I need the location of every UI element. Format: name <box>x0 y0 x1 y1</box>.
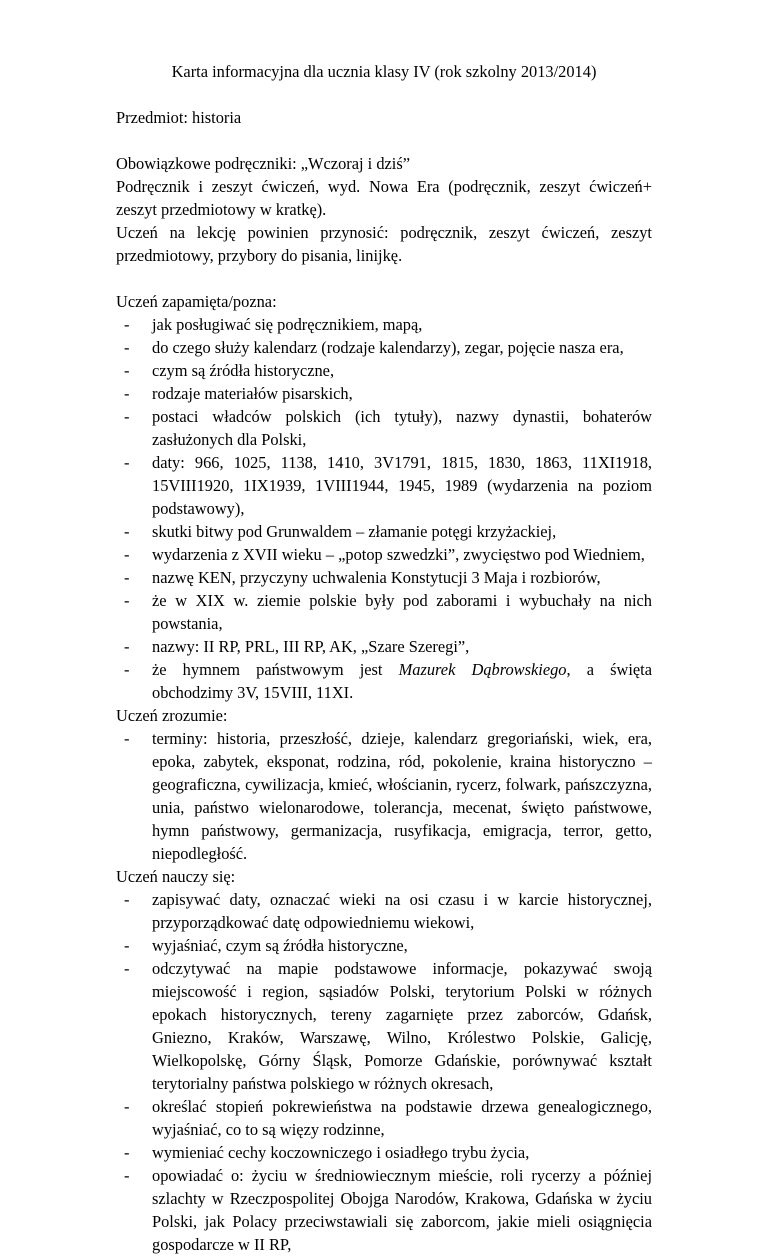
list-item: - skutki bitwy pod Grunwaldem – złamanie potęgi krzyżackiej, <box>116 520 652 543</box>
list-item: - postaci władców polskich (ich tytuły), nazwy dynastii, bohaterów zasłużonych dla Polski, <box>116 405 652 451</box>
subject-line: Przedmiot: historia <box>116 108 242 127</box>
textbook-details: Podręcznik i zeszyt ćwiczeń, wyd. Nowa Era (podręcznik, zeszyt ćwiczeń+ zeszyt przedmiotowy w kratkę). <box>116 177 652 219</box>
list-item: - do czego służy kalendarz (rodzaje kalendarzy), zegar, pojęcie nasza era, <box>116 336 652 359</box>
bring-items: Uczeń na lekcję powinien przynosić: podręcznik, zeszyt ćwiczeń, zeszyt przedmiotowy, przybory do pisania, linijkę. <box>116 223 652 265</box>
document-title: Karta informacyjna dla ucznia klasy IV (rok szkolny 2013/2014) <box>171 62 597 81</box>
remember-heading: Uczeń zapamięta/pozna: <box>116 292 277 311</box>
anthem-text-after: , a święta obchodzimy 3V, 15VIII, 11XI. <box>152 660 652 702</box>
list-item: - odczytywać na mapie podstawowe informacje, pokazywać swoją miejscowość i region, sąsiadów Polski, terytorium Polski w różnych epokach historycznych, tereny zagarnięte przez zaborców, Gdańsk, Gniezno, Kraków, Warszawę, Wilno, Królestwo Polskie, Galicję, Wielkopolskę, Górny Śląsk, Pomorze Gdańskie, porównywać kształt terytorialny państwa polskiego w różnych okresach, <box>116 957 652 1095</box>
learn-heading: Uczeń nauczy się: <box>116 867 236 886</box>
document-page <box>116 60 652 1256</box>
list-item: - wymieniać cechy koczowniczego i osiadłego trybu życia, <box>116 1141 652 1164</box>
anthem-text-before: że hymnem państwowym jest <box>152 660 399 679</box>
list-item: - wydarzenia z XVII wieku – „potop szwedzki”, zwycięstwo pod Wiedniem, <box>116 543 652 566</box>
list-item: - terminy: historia, przeszłość, dzieje, kalendarz gregoriański, wiek, era, epoka, zabytek, eksponat, rodzina, ród, pokolenie, kraina historyczno –geograficzna, cywilizacja, kmieć, włościanin, rycerz, folwark, pańszczyzna, unia, państwo wielonarodowe, tolerancja, mecenat, święto państwowe, hymn państwowy, germanizacja, rusyfikacja, emigracja, terror, getto, niepodległość. <box>116 727 652 865</box>
list-item: - zapisywać daty, oznaczać wieki na osi czasu i w karcie historycznej, przyporządkować datę odpowiedniemu wiekowi, <box>116 888 652 934</box>
spacer <box>116 129 652 152</box>
remember-list <box>116 313 652 704</box>
list-item: - jak posługiwać się podręcznikiem, mapą, <box>116 313 652 336</box>
list-item: - opowiadać o: życiu w średniowiecznym mieście, roli rycerzy a później szlachty w Rzeczpospolitej Obojga Narodów, Krakowa, Gdańska w życiu Polski, jak Polacy przeciwstawiali się zaborcom, jakie mieli osiągnięcia gospodarcze w II RP, <box>116 1164 652 1256</box>
list-item: - nazwy: II RP, PRL, III RP, AK, „Szare Szeregi”, <box>116 635 652 658</box>
list-item: - że w XIX w. ziemie polskie były pod zaborami i wybuchały na nich powstania, <box>116 589 652 635</box>
spacer <box>116 267 652 290</box>
list-item: - określać stopień pokrewieństwa na podstawie drzewa genealogicznego, wyjaśniać, co to są więzy rodzinne, <box>116 1095 652 1141</box>
textbooks-line: Obowiązkowe podręczniki: „Wczoraj i dziś” <box>116 154 410 173</box>
list-item <box>116 658 652 704</box>
learn-list <box>116 888 652 1256</box>
list-item: - wyjaśniać, czym są źródła historyczne, <box>116 934 652 957</box>
understand-list <box>116 727 652 865</box>
anthem-title: Mazurek Dąbrowskiego <box>398 660 567 679</box>
list-item: - czym są źródła historyczne, <box>116 359 652 382</box>
list-item: - nazwę KEN, przyczyny uchwalenia Konstytucji 3 Maja i rozbiorów, <box>116 566 652 589</box>
understand-heading: Uczeń zrozumie: <box>116 706 228 725</box>
list-item: - daty: 966, 1025, 1138, 1410, 3V1791, 1815, 1830, 1863, 11XI1918, 15VIII1920, 1IX1939, 1VIII1944, 1945, 1989 (wydarzenia na poziom podstawowy), <box>116 451 652 520</box>
list-item: - rodzaje materiałów pisarskich, <box>116 382 652 405</box>
